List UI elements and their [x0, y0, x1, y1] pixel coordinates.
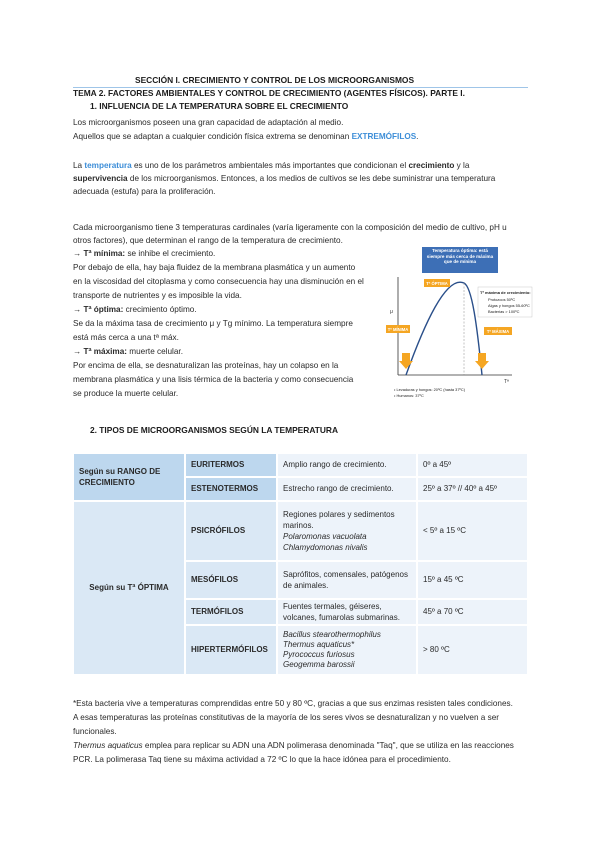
callout-text-wrap: [423, 248, 497, 272]
cardinal-line-1: Cada microorganismo tiene 3 temperaturas cardinales (varía ligeramente con la composición del medio de cultivo, pH u: [73, 223, 507, 232]
crecimiento-keyword: crecimiento: [408, 161, 455, 170]
text: La: [73, 161, 85, 170]
max-line-2: membrana plasmática y una lisis térmica de la bacteria y como consecuencia: [73, 375, 354, 384]
opt-line-2: está más cerca a una tª máx.: [73, 333, 179, 342]
maxima-label: Tª MÁXIMA: [486, 329, 510, 334]
row-desc-estenotermos: Estrecho rango de crecimiento.: [277, 477, 417, 501]
psicrofilos-example-2: Chlamydomonas nivalis: [283, 543, 368, 553]
max-temp-heading: [73, 346, 183, 357]
intro-period: .: [416, 132, 419, 141]
row-desc-euritermos: Amplio rango de crecimiento.: [277, 453, 417, 477]
thermus-aquaticus-name: Thermus aquaticus: [73, 741, 143, 750]
info-protozoa: Protozoos 50ºC: [488, 297, 516, 302]
psicrofilos-example-1: Polaromonas vacuolata: [283, 532, 367, 541]
row-desc-psicrofilos: [277, 501, 417, 561]
temperature-paragraph-line-1: [73, 160, 528, 171]
intro-line-2: [73, 131, 418, 142]
row-range-psicrofilos: < 5º a 15 ºC: [417, 501, 528, 561]
supervivencia-keyword: supervivencia: [73, 174, 128, 183]
max-line-1: Por encima de ella, se desnaturalizan las proteínas, hay un colapso en la: [73, 361, 339, 370]
opt-label: → Tª óptima:: [73, 305, 124, 314]
footnote-line-3: funcionales.: [73, 727, 117, 736]
row-desc-mesofilos: Saprófitos, comensales, patógenos de animales.: [277, 561, 417, 599]
optima-label: Tª ÓPTIMA: [426, 281, 448, 286]
footnote-line-1: *Esta bacteria vive a temperaturas comprendidas entre 50 y 80 ºC, gracias a que sus enzimas resisten tales condiciones.: [73, 699, 513, 708]
row-desc-hipertermofilos: [277, 625, 417, 675]
growth-temperature-figure: [384, 245, 534, 400]
row-range-estenotermos: 25º a 37º // 40º a 45º: [417, 477, 528, 501]
opt-text: crecimiento óptimo.: [123, 305, 197, 314]
temperatura-keyword: temperatura: [84, 161, 132, 170]
text: es uno de los parámetros ambientales más importantes que condicionan el: [131, 161, 409, 170]
min-temp-heading: [73, 248, 215, 259]
opt-line-1: Se da la máxima tasa de crecimiento μ y Tg mínimo. La temperatura siempre: [73, 319, 353, 328]
cardinal-line-2: otros factores), que determinan el rango de la temperatura de crecimiento.: [73, 236, 343, 245]
footnote-line-2: A esas temperaturas las proteínas constitutivas de la mayoría de los seres vivos se desnaturalizan y no vuelven a ser: [73, 713, 499, 722]
callout-text: Temperatura óptima: está siempre más cerca de máxima que de mínima: [426, 248, 494, 265]
axis-y-label: μ: [390, 309, 393, 315]
group-optimum: Según su Tª ÓPTIMA: [73, 501, 185, 675]
footnote-text: emplea para replicar su ADN una ADN polimerasa denominada "Taq", que se utiliza en las reacciones: [142, 741, 514, 750]
hipertermofilos-example-3: Pyrococcus furiosus: [283, 650, 355, 659]
note-humans: • Humanos: 37ºC: [394, 393, 424, 398]
max-label: → Tª máxima:: [73, 347, 127, 356]
row-name-psicrofilos: PSICRÓFILOS: [185, 501, 277, 561]
info-algae: Algas y hongos 55-60ºC: [488, 303, 530, 308]
axis-x-label: Tª: [504, 379, 509, 385]
hipertermofilos-example-4: Geogemma barossii: [283, 660, 355, 669]
text: y la: [454, 161, 470, 170]
min-line-3: transporte de nutrientes y es imposible la vida.: [73, 291, 242, 300]
row-name-mesofilos: MESÓFILOS: [185, 561, 277, 599]
group-range: Según su RANGO DE CRECIMIENTO: [73, 453, 185, 501]
intro-text: Aquellos que se adaptan a cualquier condición física extrema se denominan: [73, 132, 352, 141]
hipertermofilos-example-2: Thermus aquaticus*: [283, 640, 355, 649]
footnote-line-5: PCR. La polimerasa Taq tiene su máxima actividad a 72 ºC lo que la hace idónea para el procedimiento.: [73, 755, 451, 764]
topic-title: TEMA 2. FACTORES AMBIENTALES Y CONTROL DE CRECIMIENTO (AGENTES FÍSICOS). PARTE I.: [73, 88, 465, 98]
temperature-paragraph-line-3: adecuada (estufa) para la proliferación.: [73, 187, 216, 196]
intro-line-1: Los microorganismos poseen una gran capacidad de adaptación al medio.: [73, 118, 344, 127]
info-bacteria: Bacterias > 100ºC: [488, 309, 520, 314]
opt-temp-heading: [73, 304, 197, 315]
section-title: SECCIÓN I. CRECIMIENTO Y CONTROL DE LOS MICROORGANISMOS: [135, 75, 415, 85]
min-label: → Tª mínima:: [73, 249, 126, 258]
max-text: muerte celular.: [127, 347, 183, 356]
minima-label: Tª MÍNIMA: [387, 327, 409, 332]
row-range-hipertermofilos: > 80 ºC: [417, 625, 528, 675]
subsection-1-title: 1. INFLUENCIA DE LA TEMPERATURA SOBRE EL CRECIMIENTO: [90, 101, 349, 111]
note-yeast: • Levaduras y hongos: 20ºC (hasta 37ºC): [394, 387, 466, 392]
min-line-1: Por debajo de ella, hay baja fluidez de la membrana plasmática y un aumento: [73, 263, 356, 272]
hipertermofilos-example-1: Bacillus stearothermophilus: [283, 630, 381, 639]
row-range-termofilos: 45º a 70 ºC: [417, 599, 528, 625]
subsection-2-title: 2. TIPOS DE MICROORGANISMOS SEGÚN LA TEMPERATURA: [90, 425, 339, 435]
footnote-line-4: [73, 740, 528, 751]
row-desc-termofilos: Fuentes termales, géiseres, volcanes, fumarolas submarinas.: [277, 599, 417, 625]
max-line-3: se produce la muerte celular.: [73, 389, 179, 398]
row-range-euritermos: 0º a 45º: [417, 453, 528, 477]
row-name-termofilos: TERMÓFILOS: [185, 599, 277, 625]
row-range-mesofilos: 15º a 45 ºC: [417, 561, 528, 599]
min-line-2: en la viscosidad del citoplasma y como consecuencia hay una disminución en el: [73, 277, 364, 286]
info-title: Tª máxima de crecimiento:: [480, 290, 531, 295]
min-text: se inhibe el crecimiento.: [125, 249, 216, 258]
row-name-hipertermofilos: HIPERTERMÓFILOS: [185, 625, 277, 675]
extremofilos-keyword: EXTREMÓFILOS: [351, 132, 417, 141]
row-name-estenotermos: ESTENOTERMOS: [185, 477, 277, 501]
psicrofilos-habitat: Regiones polares y sedimentos marinos.: [283, 509, 395, 530]
row-name-euritermos: EURITERMOS: [185, 453, 277, 477]
temperature-paragraph-line-2: [73, 173, 495, 184]
text: de los microorganismos. Entonces, a los medios de cultivos se les debe suministrar una temperatura: [127, 174, 496, 183]
